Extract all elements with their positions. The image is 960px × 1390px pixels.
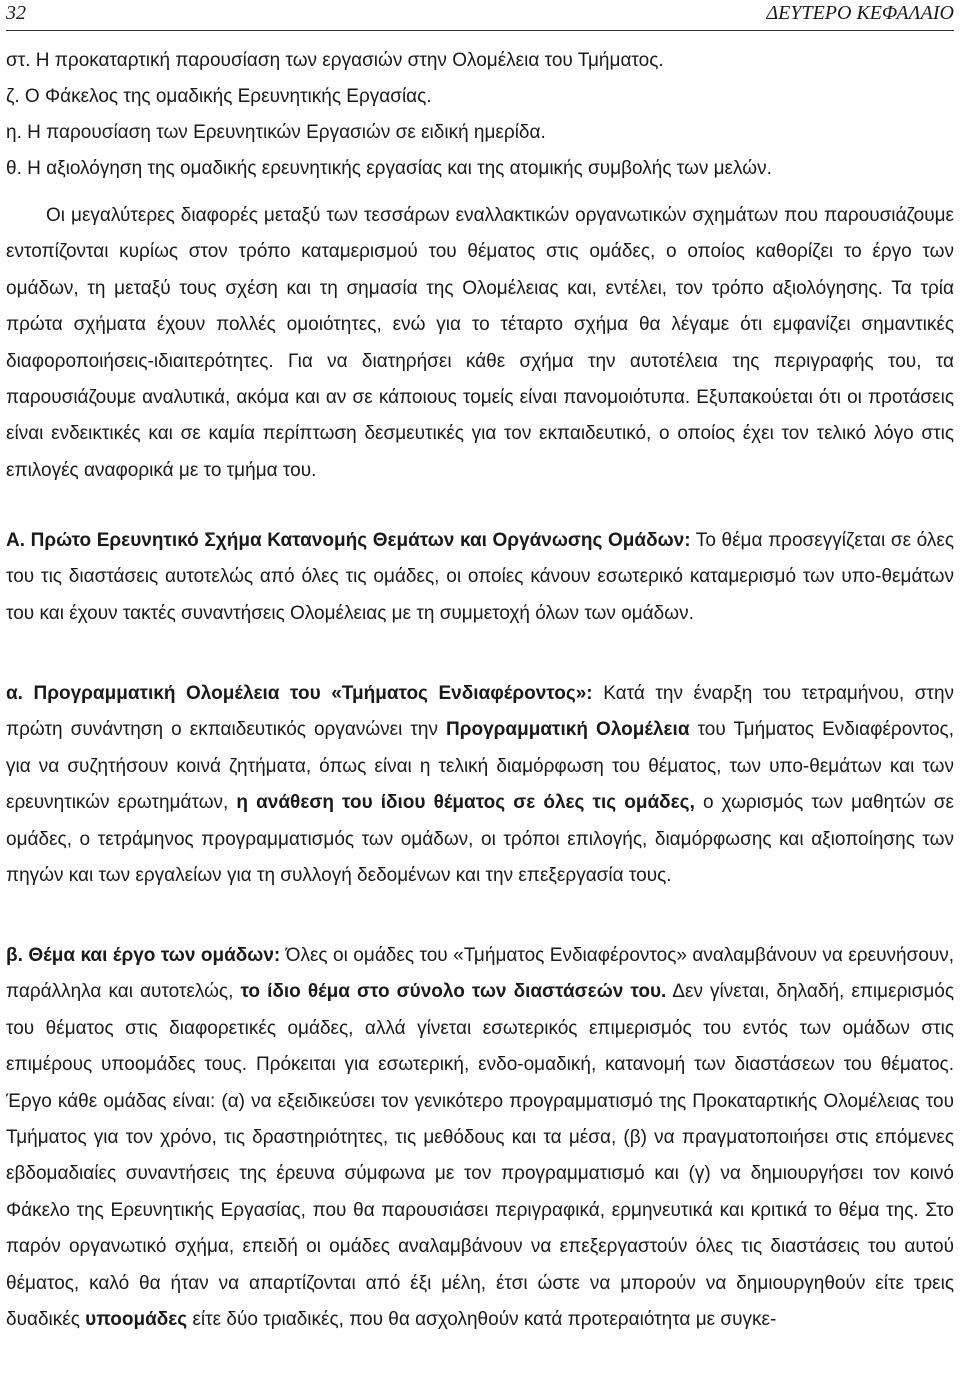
chapter-title: ΔΕΥΤΕΡΟ ΚΕΦΑΛΑΙΟ (766, 2, 954, 24)
list-item: ζ. Ο Φάκελος της ομαδικής Ερευνητικής Εργασίας. (6, 86, 432, 107)
paragraph-scheme-a (6, 523, 954, 632)
list-items (6, 43, 954, 187)
paragraph-intro: Οι μεγαλύτερες διαφορές μεταξύ των τεσσάρων εναλλακτικών οργανωτικών σχημάτων που παρουσιάζουμε εντοπίζονται κυρίως στον τρόπο καταμερισμού του θέματος στις ομάδες, ο οποίος καθορίζει το έργο των ομάδων, τη μεταξύ τους σχέση και τη σημασία της Ολομέλειας και, εντέλει, τον τρόπο αξιολόγησης. Τα τρία πρώτα σχήματα έχουν πολλές ομοιότητες, ενώ για το τέταρτο σχήμα θα λέγαμε ότι εμφανίζει σημαντικές διαφοροποιήσεις-ιδιαιτερότητες. Για να διατηρήσει κάθε σχήμα την αυτοτέλεια της περιγραφής του, τα παρουσιάζουμε αναλυτικά, ακόμα και αν σε κάποιους τομείς είναι πανομοιότυπα. Εξυπακούεται ότι οι προτάσεις είναι ενδεικτικές και σε καμία περίπτωση δεσμευτικές για τον εκπαιδευτικό, ο οποίος έχει τον τελικό λόγο στις επιλογές αναφορικά με το τμήμα του. (6, 205, 954, 481)
list-item: θ. Η αξιολόγηση της ομαδικής ερευνητικής εργασίας και της ατομικής συμβολής των μελών. (6, 158, 772, 179)
list-item: η. Η παρουσίαση των Ερευνητικών Εργασιών σε ειδική ημερίδα. (6, 122, 546, 143)
section-heading: Α. Πρώτο Ερευνητικό Σχήμα Κατανομής Θεμάτων και Οργάνωσης Ομάδων: (6, 530, 691, 551)
paragraph-text: Όλες οι ομάδες του «Τμήματος Ενδιαφέροντος» αναλαμβάνουν να ερευνήσουν, παράλληλα και αυτοτελώς, (6, 945, 954, 1003)
paragraph-text: είτε δύο τριαδικές, που θα ασχοληθούν κατά προτεραιότητα με συγκε- (187, 1309, 777, 1331)
section-heading: β. Θέμα και έργο των ομάδων: (6, 945, 281, 966)
list-item: στ. Η προκαταρτική παρουσίαση των εργασιών στην Ολομέλεια του Τμήματος. (6, 50, 664, 71)
paragraph-text: του Τμήματος Ενδιαφέροντος, για να συζητήσουν κοινά ζητήματα, όπως είναι η τελική διαμόρφωση του θέματος, των υπο-θεμάτων και των ερευνητικών ερωτημάτων, (6, 719, 954, 814)
page-number: 32 (6, 2, 26, 24)
paragraph-text: Δεν γίνεται, δηλαδή, επιμερισμός του θέματος στις διαφορετικές ομάδες, αλλά γίνεται εσωτερικός επιμερισμός του εντός των ομάδων στις επιμέρους υποομάδες τους. Πρόκειται για εσωτερική, ενδο-ομαδική, κατανομή των διαστάσεων του θέματος. Έργο κάθε ομάδας είναι: (α) να εξειδικεύσει τον γενικότερο προγραμματισμό της Προκαταρτικής Ολομέλειας του Τμήματος για τον χρόνο, τις δραστηριότητες, τις μεθόδους και τα μέσα, (β) να πραγματοποιήσει στις επόμενες εβδομαδιαίες συναντήσεις της έρευνα σύμφωνα με τον προγραμματισμό και (γ) να δημιουργήσει τον κοινό Φάκελο της Ερευνητικής Εργασίας, που θα παρουσιάσει περιγραφικά, ερμηνευτικά και κριτικά το θέμα της. Στο παρόν οργανωτικό σχήμα, επειδή οι ομάδες αναλαμβάνουν να επεξεργαστούν όλες τις διαστάσεις του αυτού θέματος, καλό θα ήταν να απαρτίζονται από έξι μέλη, έτσι ώστε να μπορούν να δημιουργηθούν είτε τρεις δυαδικές (6, 981, 955, 1331)
emphasis-text: η ανάθεση του ίδιου θέματος σε όλες τις ομάδες, (236, 792, 695, 814)
running-header (6, 0, 954, 31)
emphasis-text: Προγραμματική Ολομέλεια (446, 719, 690, 741)
document-page (6, 0, 954, 1390)
paragraph-programmatic-plenary (6, 676, 954, 894)
emphasis-text: υποομάδες (85, 1309, 188, 1331)
paragraph-text: ο χωρισμός των μαθητών σε ομάδες, ο τετράμηνος προγραμματισμός των ομάδων, οι τρόποι επιλογής, διαμόρφωσης και αξιοποίησης των πηγών και των εργαλείων για τη συλλογή δεδομένων και την επεξεργασία τους. (6, 792, 955, 887)
emphasis-text: το ίδιο θέμα στο σύνολο των διαστάσεών του. (240, 981, 667, 1003)
paragraph-groups-work (6, 938, 954, 1338)
section-heading: α. Προγραμματική Ολομέλεια του «Τμήματος Ενδιαφέροντος»: (6, 683, 593, 704)
paragraph-text: Κατά την έναρξη του τετραμήνου, στην πρώτη συνάντηση ο εκπαιδευτικός οργανώνει την (6, 683, 955, 741)
paragraph-text: Το θέμα προσεγγίζεται σε όλες του τις διαστάσεις αυτοτελώς από όλες τις ομάδες, οι οποίες κάνουν εσωτερικό καταμερισμό των υπο-θεμάτων του και έχουν τακτές συναντήσεις Ολομέλειας με τη συμμετοχή όλων των ομάδων. (6, 530, 954, 624)
